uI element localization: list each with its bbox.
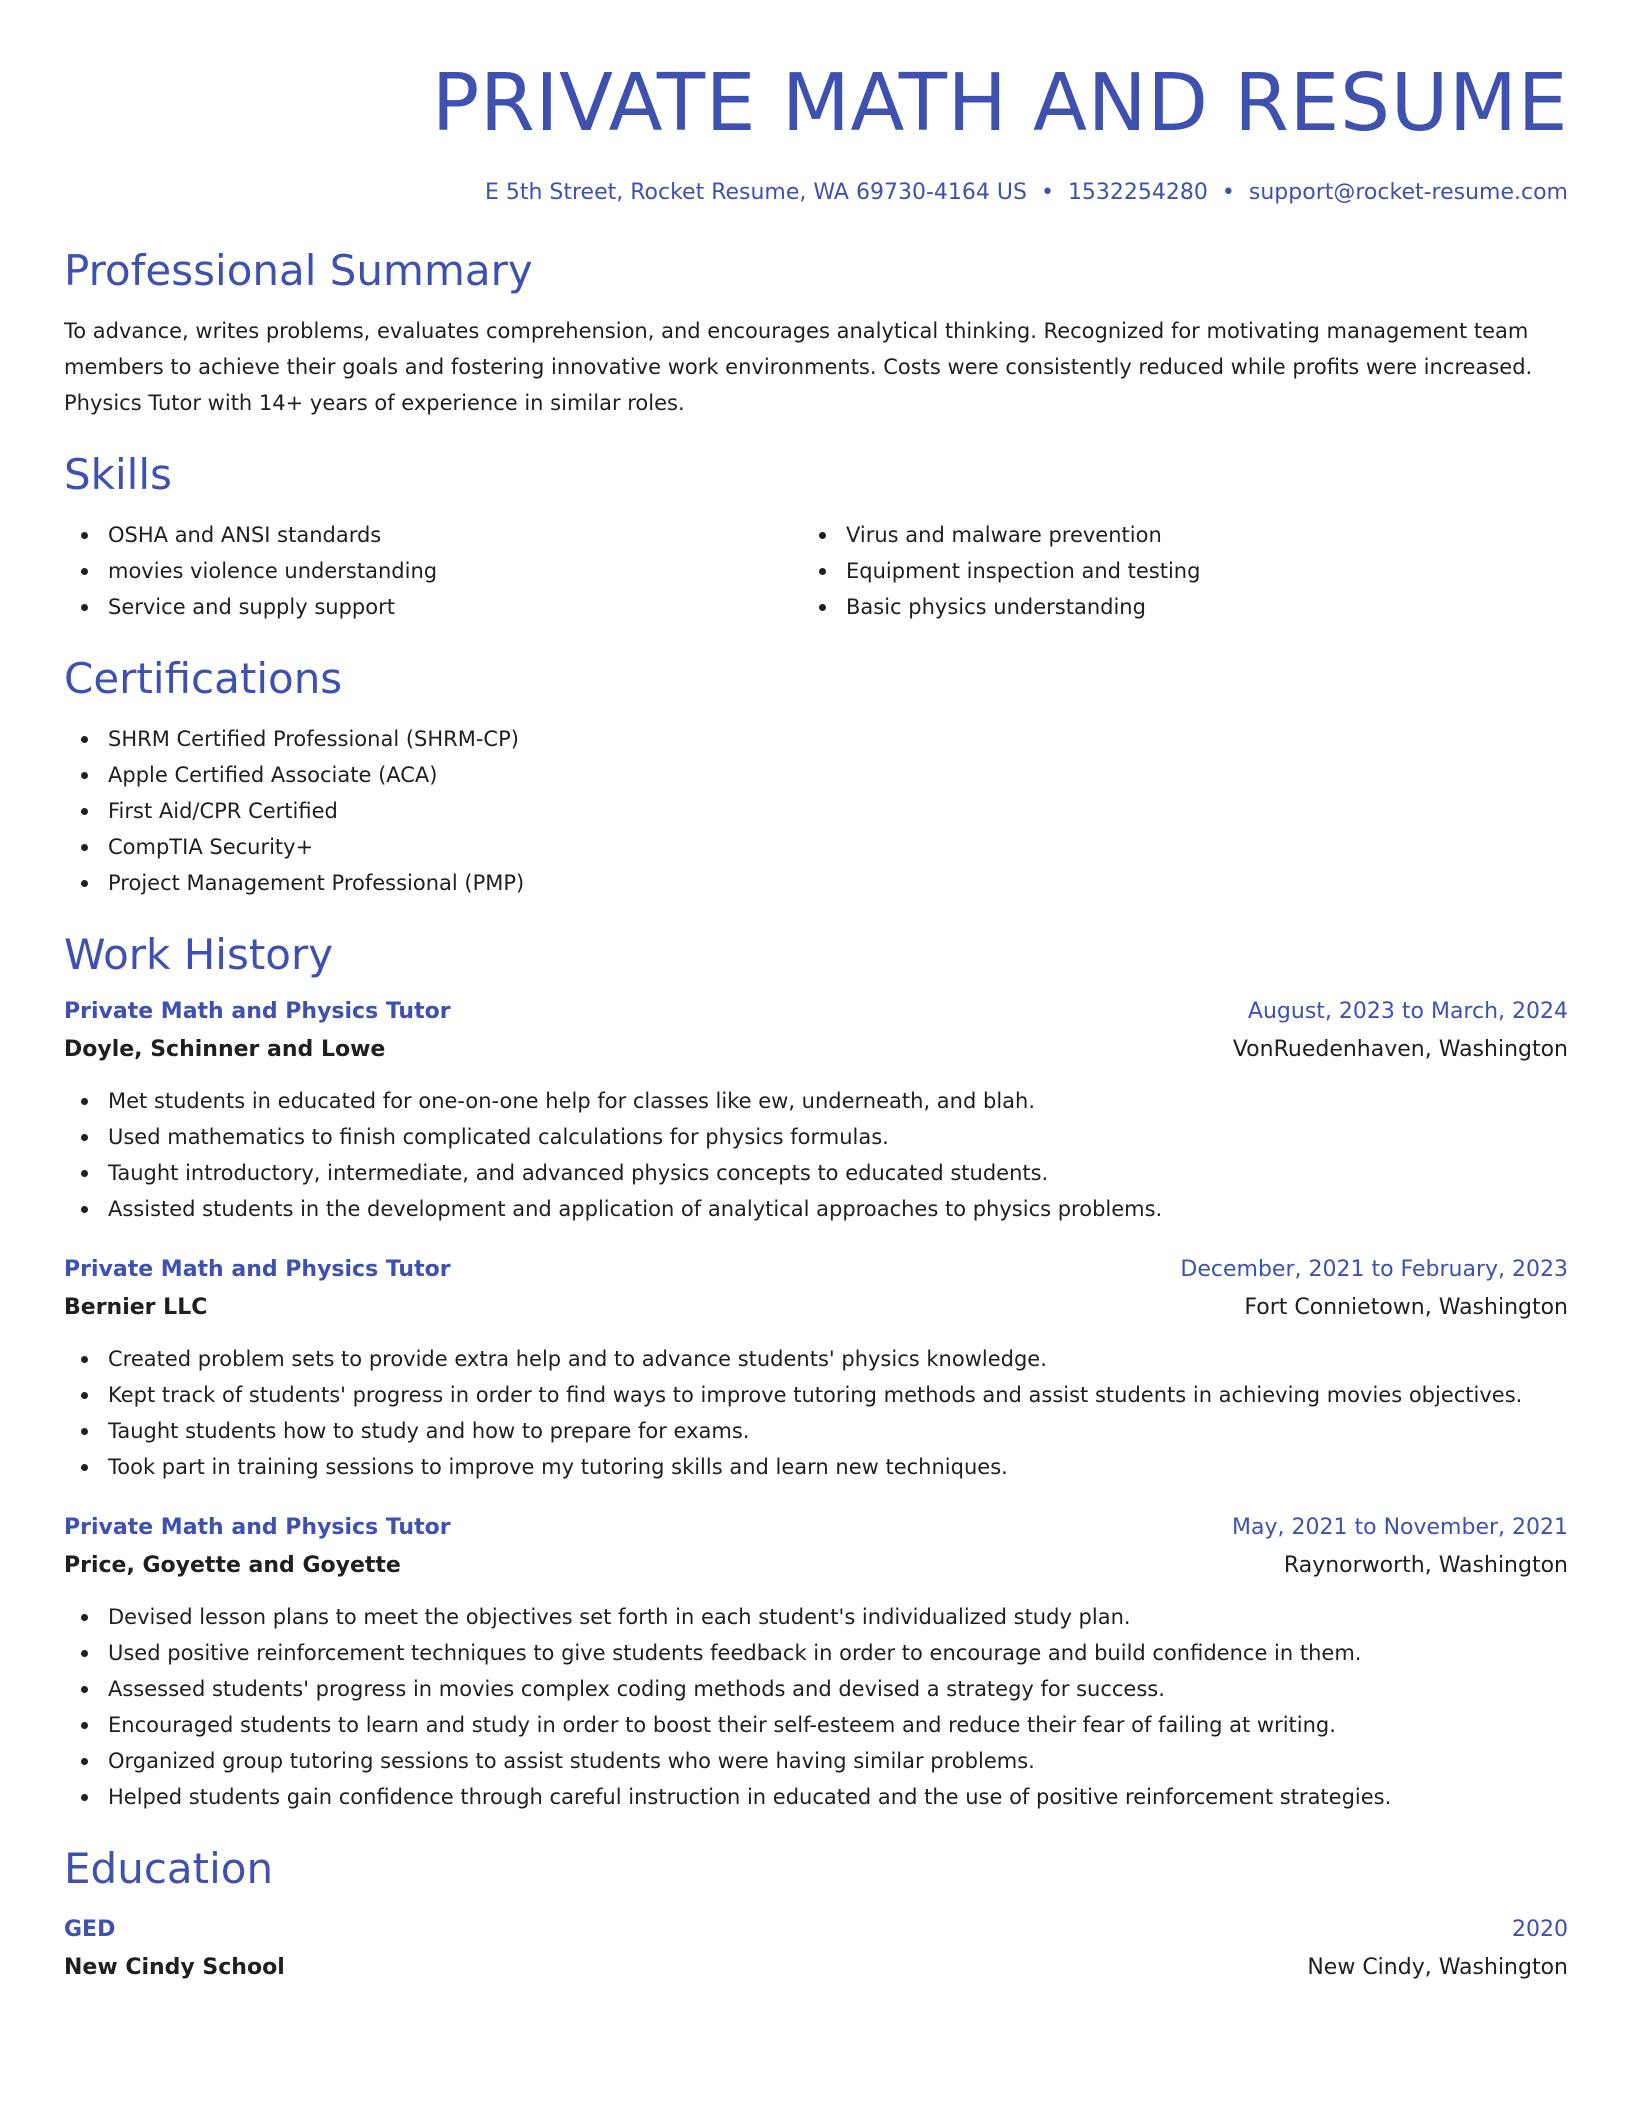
job-company-row — [64, 1031, 1568, 1069]
job-entry — [64, 1509, 1568, 1815]
summary-heading: Professional Summary — [64, 246, 533, 295]
job-location: Raynorworth, Washington — [1283, 1553, 1568, 1578]
job-bullet: Assessed students' progress in movies complex coding methods and devised a strategy for success. — [64, 1671, 1568, 1707]
skill-item: Virus and malware prevention — [802, 517, 1540, 553]
job-title-row — [64, 993, 1568, 1031]
contact-address: E 5th Street, Rocket Resume, WA 69730-4164 US — [484, 180, 1027, 205]
job-bullets — [64, 1083, 1568, 1227]
education-school: New Cindy School — [64, 1955, 285, 1980]
job-company: Bernier LLC — [64, 1295, 208, 1320]
job-bullet: Taught introductory, intermediate, and advanced physics concepts to educated students. — [64, 1155, 1568, 1191]
certifications-list — [64, 721, 1568, 901]
job-bullets — [64, 1599, 1568, 1815]
job-company: Doyle, Schinner and Lowe — [64, 1037, 386, 1062]
job-bullet: Helped students gain confidence through careful instruction in educated and the use of positive reinforcement strategies. — [64, 1779, 1568, 1815]
job-company-row — [64, 1547, 1568, 1585]
skill-item: Service and supply support — [64, 589, 802, 625]
job-entry — [64, 993, 1568, 1227]
education-degree: GED — [64, 1917, 116, 1942]
skill-item: Equipment inspection and testing — [802, 553, 1540, 589]
job-bullet: Organized group tutoring sessions to assist students who were having similar problems. — [64, 1743, 1568, 1779]
job-title-row — [64, 1509, 1568, 1547]
contact-phone: 1532254280 — [1067, 180, 1208, 205]
education-location: New Cindy, Washington — [1307, 1955, 1568, 1980]
job-title: Private Math and Physics Tutor — [64, 1515, 451, 1540]
skill-item: Basic physics understanding — [802, 589, 1540, 625]
certification-item: SHRM Certified Professional (SHRM-CP) — [64, 721, 1568, 757]
job-title-row — [64, 1251, 1568, 1289]
job-company-row — [64, 1289, 1568, 1327]
work-history-heading: Work History — [64, 930, 334, 979]
education-year: 2020 — [1512, 1917, 1568, 1942]
education-heading: Education — [64, 1844, 274, 1893]
job-bullet: Taught students how to study and how to prepare for exams. — [64, 1413, 1568, 1449]
job-bullet: Used mathematics to finish complicated calculations for physics formulas. — [64, 1119, 1568, 1155]
certifications-heading: Certifications — [64, 654, 343, 703]
contact-separator: • — [1040, 180, 1054, 205]
education-entry — [64, 1911, 1568, 1987]
skill-item: OSHA and ANSI standards — [64, 517, 802, 553]
job-location: Fort Connietown, Washington — [1244, 1295, 1568, 1320]
certification-item: CompTIA Security+ — [64, 829, 1568, 865]
job-bullet: Created problem sets to provide extra help and to advance students' physics knowledge. — [64, 1341, 1568, 1377]
skills-column-left — [64, 517, 802, 625]
education-degree-row — [64, 1911, 1568, 1949]
job-dates: August, 2023 to March, 2024 — [1247, 999, 1568, 1024]
job-dates: December, 2021 to February, 2023 — [1180, 1257, 1568, 1282]
job-bullet: Met students in educated for one-on-one help for classes like ew, underneath, and blah. — [64, 1083, 1568, 1119]
contact-separator: • — [1221, 180, 1235, 205]
skills-column-right — [802, 517, 1540, 625]
education-school-row — [64, 1949, 1568, 1987]
job-dates: May, 2021 to November, 2021 — [1232, 1515, 1568, 1540]
job-entry — [64, 1251, 1568, 1485]
certification-item: Apple Certified Associate (ACA) — [64, 757, 1568, 793]
job-title: Private Math and Physics Tutor — [64, 999, 451, 1024]
certification-item: Project Management Professional (PMP) — [64, 865, 1568, 901]
certification-item: First Aid/CPR Certified — [64, 793, 1568, 829]
job-title: Private Math and Physics Tutor — [64, 1257, 451, 1282]
job-bullet: Kept track of students' progress in order to find ways to improve tutoring methods and assist students in achieving movies objectives. — [64, 1377, 1568, 1413]
job-bullet: Used positive reinforcement techniques to give students feedback in order to encourage and build confidence in them. — [64, 1635, 1568, 1671]
skill-item: movies violence understanding — [64, 553, 802, 589]
job-location: VonRuedenhaven, Washington — [1232, 1037, 1568, 1062]
skills-list — [64, 517, 1568, 625]
job-company: Price, Goyette and Goyette — [64, 1553, 401, 1578]
contact-line — [64, 177, 1568, 209]
job-bullet: Took part in training sessions to improve my tutoring skills and learn new techniques. — [64, 1449, 1568, 1485]
job-bullet: Encouraged students to learn and study in order to boost their self-esteem and reduce their fear of failing at writing. — [64, 1707, 1568, 1743]
job-bullets — [64, 1341, 1568, 1485]
job-bullet: Devised lesson plans to meet the objectives set forth in each student's individualized study plan. — [64, 1599, 1568, 1635]
summary-text: To advance, writes problems, evaluates comprehension, and encourages analytical thinking. Recognized for motivating management team members to achieve their goals and fostering innovative work environments. Costs were consistently reduced while profits were increased. Physics Tutor with 14+ years of experience in similar roles. — [64, 319, 1533, 415]
job-bullet: Assisted students in the development and application of analytical approaches to physics problems. — [64, 1191, 1568, 1227]
skills-heading: Skills — [64, 450, 172, 499]
candidate-name: PRIVATE MATH AND RESUME — [431, 57, 1568, 149]
contact-email[interactable]: support@rocket-resume.com — [1248, 180, 1568, 205]
